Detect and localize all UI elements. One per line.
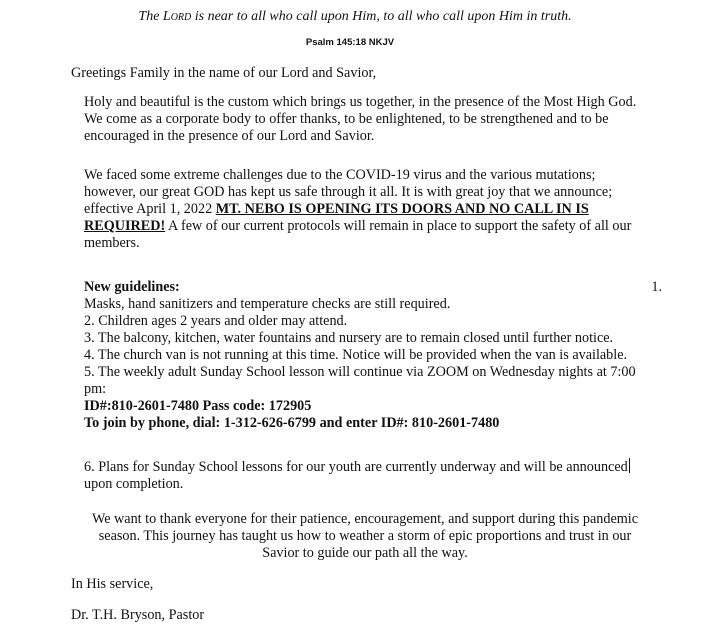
guidelines-section xyxy=(84,279,674,432)
announcement-line xyxy=(84,201,684,218)
announcement-line: members. xyxy=(84,235,140,251)
zoom-id: ID#:810-2601-7480 Pass code: 172905 xyxy=(84,398,312,414)
scripture-reference: Psalm 145:18 NKJV xyxy=(305,37,395,48)
youth-line: upon completion. xyxy=(84,476,184,492)
guideline-item: 3. The balcony, kitchen, water fountains and nursery are to remain closed until further notice. xyxy=(84,330,614,346)
protocols-text: A few of our current protocols will remain in place to support the safety of all our xyxy=(165,218,632,234)
youth-paragraph xyxy=(84,458,684,493)
announcement-line: however, our great GOD has kept us safe through it all. It is with great joy that we announce; xyxy=(84,184,613,200)
intro-line: We come as a corporate body to offer thanks, to be enlightened, to be strengthened and to be xyxy=(84,111,609,127)
guideline-number: 1. xyxy=(651,279,662,295)
verse-lord: Lord xyxy=(162,9,192,24)
guideline-item: pm: xyxy=(84,381,107,397)
verse-part-2: is near to all who call upon Him, to all who call upon Him in truth. xyxy=(191,9,572,24)
guideline-item: 2. Children ages 2 years and older may attend. xyxy=(84,313,348,329)
text-cursor xyxy=(629,458,630,473)
thanks-line: We want to thank everyone for their patience, encouragement, and support during this pandemic xyxy=(91,511,639,527)
guideline-item: 5. The weekly adult Sunday School lesson will continue via ZOOM on Wednesday nights at 7:00 xyxy=(84,364,636,380)
thanks-line: season. This journey has taught us how to weather a storm of epic proportions and trust in our xyxy=(98,528,632,544)
closing: In His service, xyxy=(71,576,154,592)
intro-line: Holy and beautiful is the custom which brings us together, in the presence of the Most High God. xyxy=(84,94,637,110)
signature: Dr. T.H. Bryson, Pastor xyxy=(71,607,205,623)
scripture-verse xyxy=(0,8,710,25)
announcement-date: effective April 1, 2022 xyxy=(84,201,216,217)
guidelines-heading: New guidelines: xyxy=(84,279,180,295)
verse-part-1: The xyxy=(138,9,163,24)
intro-line: encouraged in the presence of our Lord and Savior. xyxy=(84,128,375,144)
youth-line xyxy=(84,458,684,476)
youth-line-text: 6. Plans for Sunday School lessons for our youth are currently underway and will be announced xyxy=(84,459,628,475)
guideline-item: 4. The church van is not running at this time. Notice will be provided when the van is available. xyxy=(84,347,628,363)
guideline-item: Masks, hand sanitizers and temperature checks are still required. xyxy=(84,296,451,312)
greeting: Greetings Family in the name of our Lord and Savior, xyxy=(71,65,377,81)
reopening-notice: MT. NEBO IS OPENING ITS DOORS AND NO CALL IN IS xyxy=(215,201,589,217)
guidelines-heading-row xyxy=(84,279,674,296)
announcement-line: We faced some extreme challenges due to the COVID-19 virus and the various mutations; xyxy=(84,167,596,183)
thanks-paragraph xyxy=(70,511,660,562)
thanks-line: Savior to guide our path all the way. xyxy=(262,545,468,561)
zoom-phone: To join by phone, dial: 1-312-626-6799 and enter ID#: 810-2601-7480 xyxy=(84,415,500,431)
announcement-paragraph xyxy=(84,167,684,252)
intro-paragraph xyxy=(84,94,684,145)
announcement-line xyxy=(84,218,684,235)
reopening-notice-end: REQUIRED! xyxy=(84,218,166,234)
